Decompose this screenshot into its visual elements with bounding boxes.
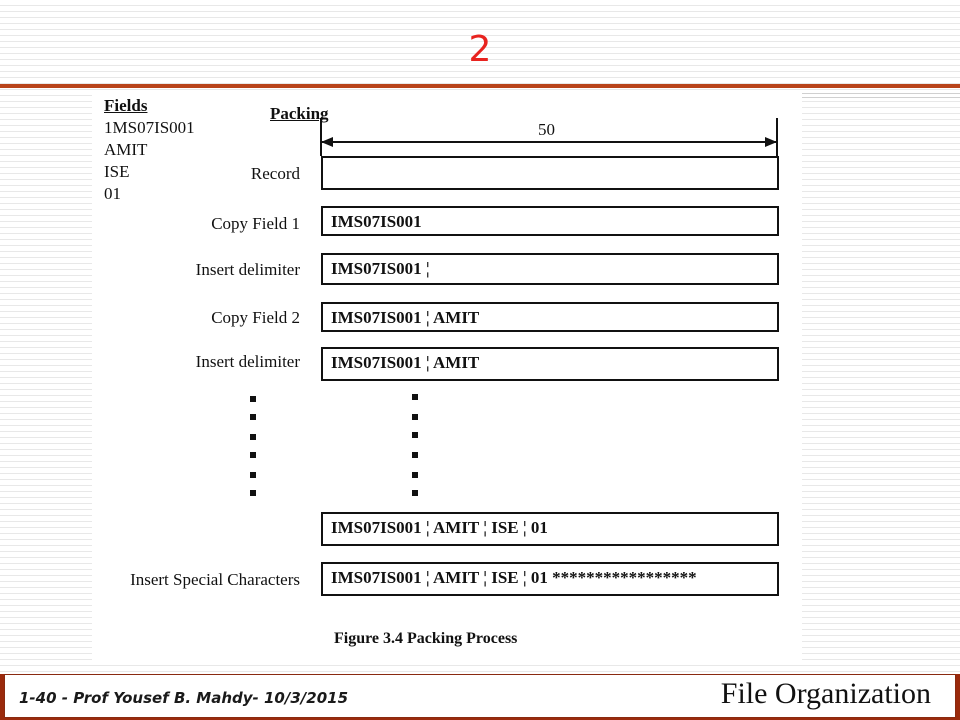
packing-heading: Packing [270,104,329,123]
footer-panel [4,674,956,718]
width-label: 50 [538,120,555,139]
step-label-record: Record [250,164,300,183]
record-box [321,156,779,190]
step-box-insert-delimiter-1: IMS07IS001 ¦ [321,253,779,285]
step-box-all-fields: IMS07IS001 ¦ AMIT ¦ ISE ¦ 01 [321,512,779,546]
step-label-copy-field-1: Copy Field 1 [211,214,300,233]
field-1: 1MS07IS001 [104,118,195,137]
field-4: 01 [104,184,121,203]
fields-heading: Fields [104,96,148,115]
field-2: AMIT [104,140,148,159]
footer-course-title: File Organization [720,677,931,710]
title-divider [0,84,960,88]
step-box-copy-field-1: IMS07IS001 [321,206,779,236]
step-label-insert-special-characters: Insert Special Characters [130,570,300,589]
decorative-lines [802,90,960,100]
step-label-insert-delimiter-1: Insert delimiter [195,260,300,279]
footer-author-date: 1-40 - Prof Yousef B. Mahdy- 10/3/2015 [19,689,349,707]
step-box-special-characters: IMS07IS001 ¦ AMIT ¦ ISE ¦ 01 ***************** [321,562,779,596]
figure-caption: Figure 3.4 Packing Process [334,630,518,647]
slide-title: 2 [468,29,492,70]
slide-footer [0,674,960,720]
step-label-insert-delimiter-2: Insert delimiter [195,352,300,371]
packing-process-figure [92,90,802,662]
step-box-insert-delimiter-2: IMS07IS001 ¦ AMIT [321,347,779,381]
step-label-copy-field-2: Copy Field 2 [211,308,300,327]
field-3: ISE [104,162,130,181]
step-box-copy-field-2: IMS07IS001 ¦ AMIT [321,302,779,332]
